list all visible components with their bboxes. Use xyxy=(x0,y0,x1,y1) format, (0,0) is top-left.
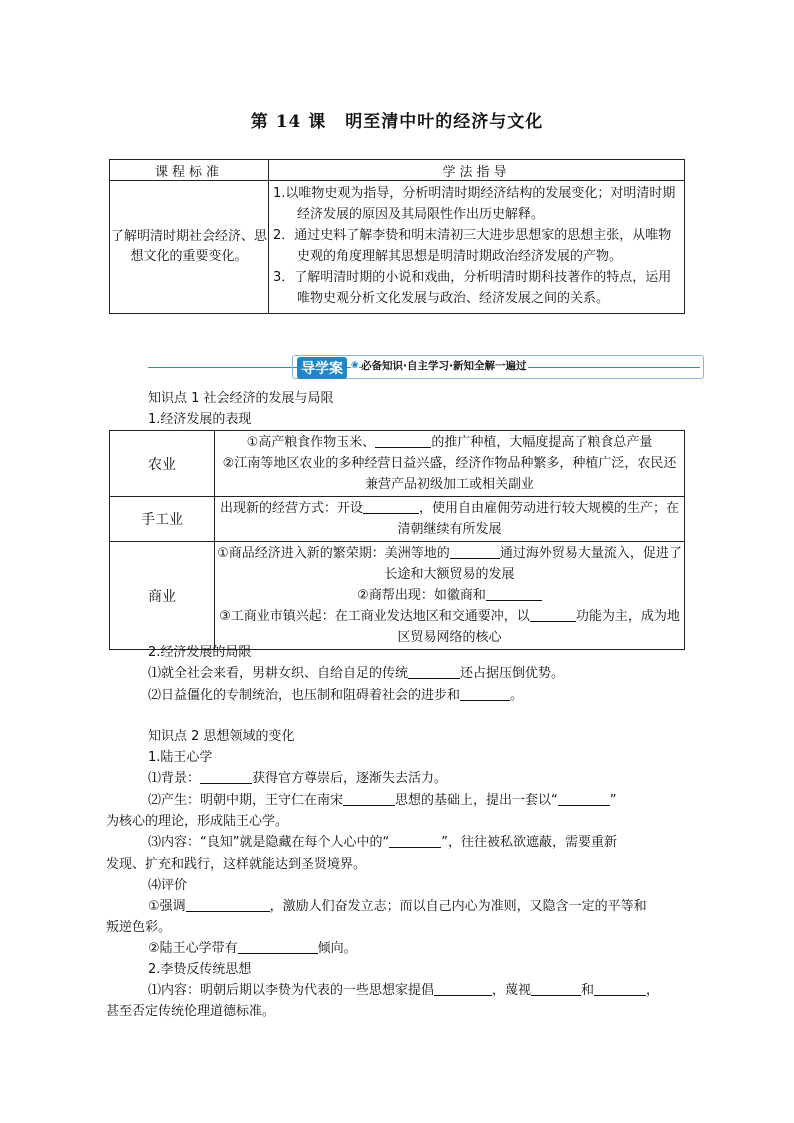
guide-item-2: 2．通过史料了解李贽和明末清初三大进步思想家的思想主张，从唯物史观的角度理解其思想是明清时期政治经济发展的产物。 xyxy=(273,228,672,264)
k2-sub2: 2.李贽反传统思想 xyxy=(148,962,252,977)
comm-text-1: ①商品经济进入新的繁荣期：美洲等地的 xyxy=(217,546,450,561)
blank[interactable] xyxy=(343,792,395,806)
k2-content: ⑶内容：“良知”就是隐藏在每个人心中的“ ”，往往被私欲遮蔽，需要重新 xyxy=(148,835,617,850)
row-label-agriculture: 农业 xyxy=(110,431,215,497)
guide-item-1: 1.以唯物史观为指导，分析明清时期经济结构的发展变化；对明清时期经济发展的原因及其局限性作出历史解释。 xyxy=(273,186,676,222)
blank[interactable] xyxy=(434,982,492,996)
k2-sub1: 1.陆王心学 xyxy=(148,750,213,765)
lesson-title xyxy=(0,107,794,132)
banner-tag: 导学案 xyxy=(297,357,347,379)
comm-text-5: 功能为主，成为地区贸易网络的核心 xyxy=(397,609,680,645)
k2-origin-cont: 为核心的理论，形成陆王心学。 xyxy=(106,814,289,829)
agri-text-2: 的推广种植，大幅度提高了粮食总产量 xyxy=(431,435,653,450)
blank[interactable] xyxy=(389,834,441,848)
k1-limit-2: ⑵日益僵化的专制统治，也压制和阻碍着社会的进步和 。 xyxy=(148,688,524,703)
study-guide-list xyxy=(269,181,685,314)
k2-eval-2: ②陆王心学带有 倾向。 xyxy=(148,941,357,956)
blank[interactable] xyxy=(186,898,270,912)
k1-heading: 知识点 1 社会经济的发展与局限 xyxy=(148,391,334,406)
k1-sub1: 1.经济发展的表现 xyxy=(148,412,252,427)
blank[interactable] xyxy=(450,545,500,559)
lesson-name: 明至清中叶的经济与文化 xyxy=(345,112,544,132)
blank[interactable] xyxy=(530,608,576,622)
k2-eval-1-cont: 叛逆色彩。 xyxy=(106,920,172,935)
blank[interactable] xyxy=(460,687,510,701)
comm-text-3: ②商帮出现：如徽商和 xyxy=(357,588,486,603)
craft-text-1: 出现新的经营方式：开设 xyxy=(219,501,363,516)
blank[interactable] xyxy=(486,587,542,601)
k2-background: ⑴背景： 获得官方尊崇后，逐渐失去活力。 xyxy=(148,771,448,786)
row-commerce xyxy=(215,542,685,650)
lesson-number: 第 14 课 xyxy=(250,112,327,132)
circle-bullet-icon: ◉ xyxy=(351,360,359,370)
course-standard-text: 了解明清时期社会经济、思想文化的重要变化。 xyxy=(110,181,269,314)
k2-content-cont: 发现、扩充和践行，这样就能达到圣贤境界。 xyxy=(106,857,367,872)
comm-text-2: 通过海外贸易大量流入，促进了长途和大额贸易的发展 xyxy=(384,546,682,582)
k1-sub2: 2.经济发展的局限 xyxy=(148,645,252,660)
comm-text-4: ③工商业市镇兴起：在工商业发达地区和交通要冲，以 xyxy=(219,609,530,624)
blank[interactable] xyxy=(375,434,431,448)
k2-evaluation: ⑷评价 xyxy=(148,878,188,893)
header-study-guide: 学法指导 xyxy=(269,160,685,181)
row-label-commerce: 商业 xyxy=(110,542,215,650)
k2-eval-1: ①强调 ，激励人们奋发立志；而以自己内心为准则，又隐含一定的平等和 xyxy=(148,899,647,914)
blank[interactable] xyxy=(558,792,610,806)
k2-heading: 知识点 2 思想领域的变化 xyxy=(148,729,295,744)
k2-lizhi-cont: 甚至否定传统伦理道德标准。 xyxy=(106,1004,276,1019)
blank[interactable] xyxy=(531,982,581,996)
economy-table xyxy=(109,430,685,650)
blank[interactable] xyxy=(238,940,318,954)
guide-item-3: 3．了解明清时期的小说和戏曲，分析明清时期科技著作的特点，运用唯物史观分析文化发展与政治、经济发展之间的关系。 xyxy=(273,270,672,306)
header-course-standard: 课程标准 xyxy=(110,160,269,181)
blank[interactable] xyxy=(200,770,252,784)
k2-lizhi: ⑴内容：明朝后期以李贽为代表的一些思想家提倡 ，蔑视 和 ， xyxy=(148,983,660,998)
section-banner xyxy=(148,355,700,379)
row-label-handicraft: 手工业 xyxy=(110,497,215,542)
craft-text-2: ，使用自由雇佣劳动进行较大规模的生产；在清朝继续有所发展 xyxy=(397,501,680,537)
blank[interactable] xyxy=(594,982,646,996)
banner-text: 必备知识·自主学习·新知全解一遍过 xyxy=(361,360,527,372)
agri-text-1: ①高产粮食作物玉米、 xyxy=(246,435,376,450)
blank[interactable] xyxy=(363,500,419,514)
standards-table xyxy=(109,159,685,314)
k2-origin: ⑵产生：明朝中期，王守仁在南宋 思想的基础上，提出一套以“ ” xyxy=(148,793,617,808)
row-handicraft xyxy=(215,497,685,542)
blank[interactable] xyxy=(408,665,460,679)
agri-text-3: ②江南等地区农业的多种经营日益兴盛，经济作物品种繁多，种植广泛，农民还兼营产品初级加工或相关副业 xyxy=(222,456,677,492)
row-agriculture xyxy=(215,431,685,497)
k1-limit-1: ⑴就全社会来看，男耕女织、自给自足的传统 还占据压倒优势。 xyxy=(148,666,565,681)
